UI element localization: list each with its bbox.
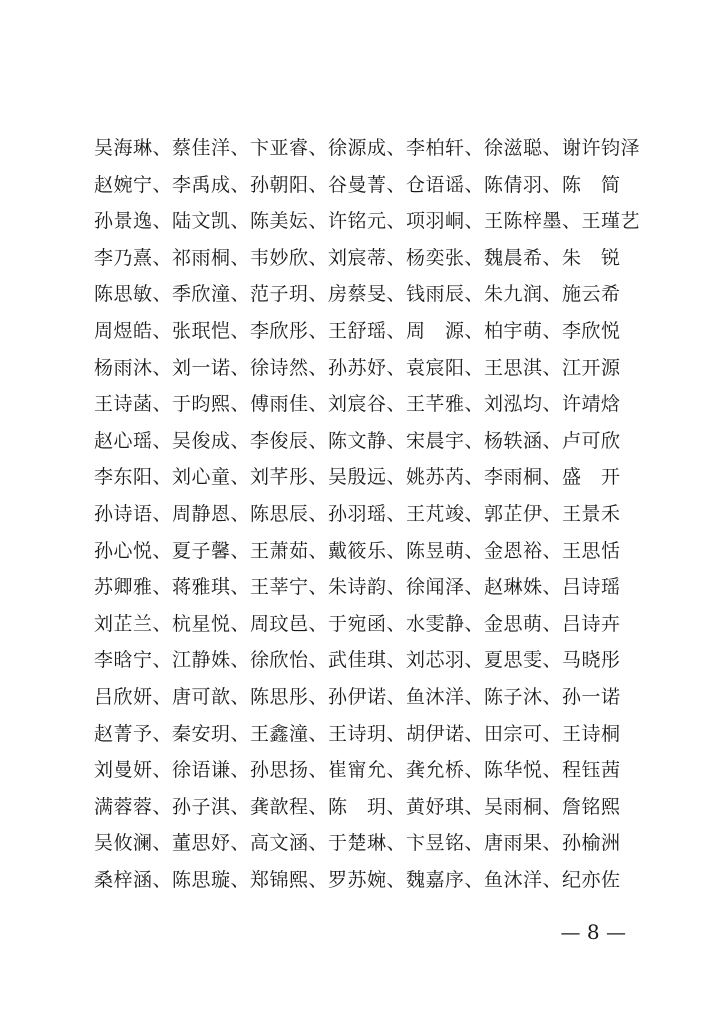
name-line: 王诗菡、于昀熙、傅雨佳、刘宸谷、王芊雅、刘泓均、许靖焓 — [94, 393, 621, 416]
name-line: 赵心瑶、吴俊成、李俊辰、陈文静、宋晨宇、杨轶涵、卢可欣 — [94, 429, 621, 452]
name-line: 孙心悦、夏子馨、王萧茹、戴筱乐、陈昱萌、金恩裕、王思恬 — [94, 539, 621, 562]
name-line: 赵菁予、秦安玥、王鑫潼、王诗玥、胡伊诺、田宗可、王诗桐 — [94, 722, 621, 745]
name-line: 陈思敏、季欣潼、范子玥、房蔡旻、钱雨辰、朱九润、施云希 — [94, 283, 621, 306]
name-line: 满蓉蓉、孙子淇、龚歆程、陈 玥、黄妤琪、吴雨桐、詹铭熙 — [94, 795, 621, 818]
name-line: 孙景逸、陆文凯、陈美妘、许铭元、项羽峒、王陈梓墨、王瑾艺 — [94, 210, 641, 233]
name-line: 杨雨沐、刘一诺、徐诗然、孙苏妤、袁宸阳、王思淇、江开源 — [94, 356, 621, 379]
name-line: 吴海琳、蔡佳洋、卞亚睿、徐源成、李柏轩、徐滋聪、谢许钧泽 — [94, 137, 641, 159]
name-line: 李晗宁、江静姝、徐欣怡、武佳琪、刘芯羽、夏思雯、马晓彤 — [94, 649, 621, 672]
name-line: 桑梓涵、陈思璇、郑锦熙、罗苏婉、魏嘉序、鱼沐洋、纪亦佐 — [94, 868, 621, 891]
name-line: 吴攸澜、董思妤、高文涵、于楚琳、卞昱铭、唐雨果、孙榆洲 — [94, 832, 621, 855]
name-line: 李乃熹、祁雨桐、韦妙欣、刘宸蒂、杨奕张、魏晨希、朱 锐 — [94, 246, 621, 269]
name-list — [94, 130, 641, 898]
name-line: 刘曼妍、徐语谦、孙思扬、崔甯允、龚允桥、陈华悦、程钰茜 — [94, 759, 621, 782]
name-line: 刘芷兰、杭星悦、周玟邑、于宛函、水雯静、金思萌、吕诗卉 — [94, 612, 621, 635]
name-line: 李东阳、刘心童、刘芊彤、吴殷远、姚苏芮、李雨桐、盛 开 — [94, 466, 621, 489]
name-line: 周煜皓、张珉恺、李欣彤、王舒瑶、周 源、柏宇萌、李欣悦 — [94, 319, 621, 342]
name-line: 吕欣妍、唐可歆、陈思彤、孙伊诺、鱼沐洋、陈子沐、孙一诺 — [94, 685, 621, 708]
page-number: — 8 — — [560, 920, 626, 944]
name-line: 孙诗语、周静恩、陈思辰、孙羽瑶、王芃竣、郭芷伊、王景禾 — [94, 502, 621, 525]
name-line: 赵婉宁、李禹成、孙朝阳、谷曼菁、仓语谣、陈倩羽、陈 简 — [94, 173, 621, 196]
name-line: 苏卿雅、蒋雅琪、王莘宁、朱诗韵、徐闻泽、赵琳姝、吕诗瑶 — [94, 576, 621, 599]
